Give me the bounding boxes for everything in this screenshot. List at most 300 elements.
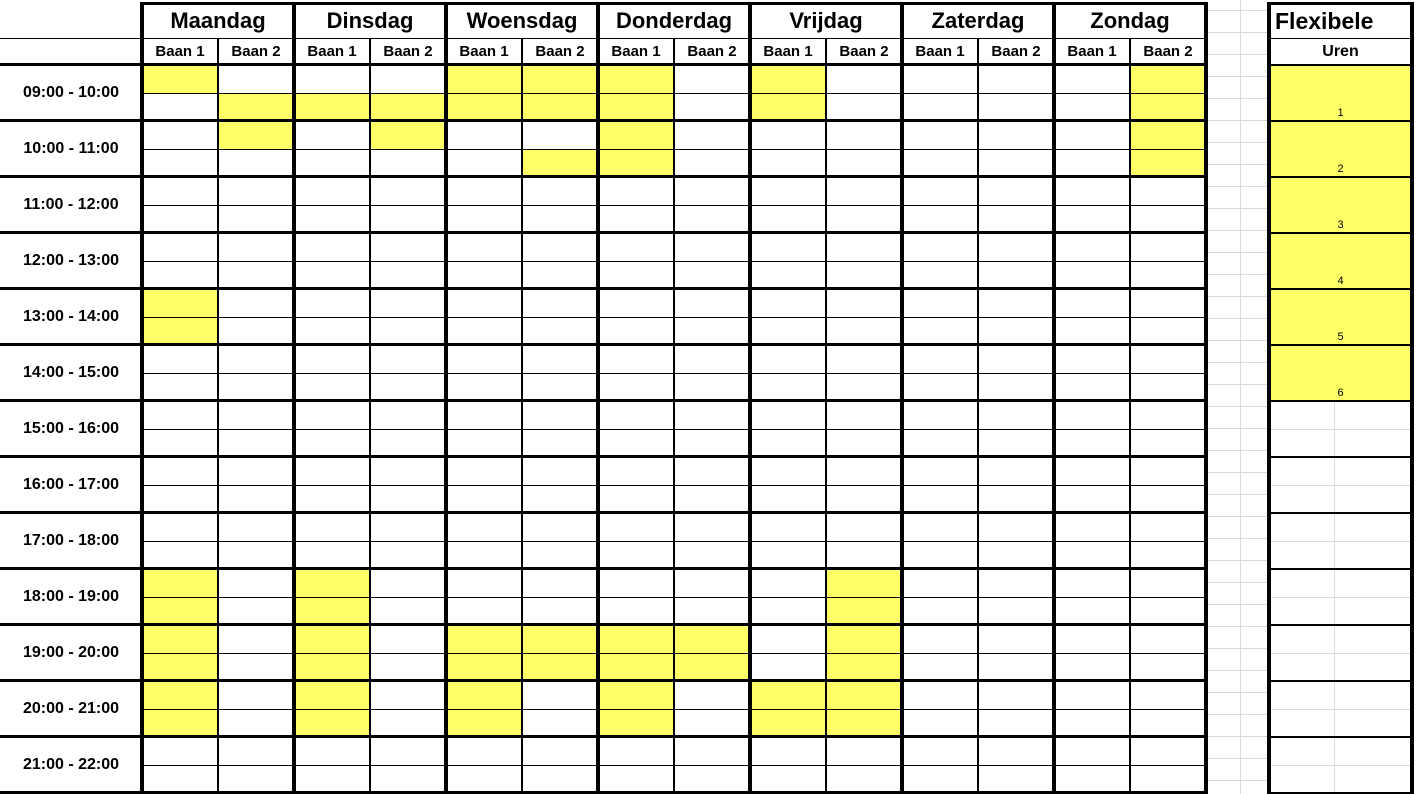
slot-cell[interactable] (978, 373, 1054, 401)
slot-cell[interactable] (978, 121, 1054, 149)
slot-cell[interactable] (1054, 681, 1130, 709)
slot-cell[interactable] (902, 149, 978, 177)
slot-cell[interactable] (218, 261, 294, 289)
slot-cell[interactable] (978, 401, 1054, 429)
slot-cell[interactable] (218, 121, 294, 149)
slot-cell[interactable] (826, 681, 902, 709)
slot-cell[interactable] (142, 289, 218, 317)
slot-cell[interactable] (1054, 709, 1130, 737)
slot-cell[interactable] (446, 149, 522, 177)
slot-cell[interactable] (978, 177, 1054, 205)
slot-cell[interactable] (750, 317, 826, 345)
slot-cell[interactable] (446, 93, 522, 121)
slot-cell[interactable] (1130, 597, 1206, 625)
slot-cell[interactable] (978, 65, 1054, 93)
flex-hour-cell[interactable]: 3 (1269, 177, 1412, 233)
slot-cell[interactable] (902, 317, 978, 345)
slot-cell[interactable] (750, 513, 826, 541)
slot-cell[interactable] (446, 765, 522, 793)
slot-cell[interactable] (370, 457, 446, 485)
slot-cell[interactable] (902, 177, 978, 205)
slot-cell[interactable] (370, 289, 446, 317)
slot-cell[interactable] (826, 737, 902, 765)
slot-cell[interactable] (902, 373, 978, 401)
slot-cell[interactable] (674, 429, 750, 457)
slot-cell[interactable] (218, 177, 294, 205)
slot-cell[interactable] (446, 513, 522, 541)
slot-cell[interactable] (1130, 625, 1206, 653)
slot-cell[interactable] (446, 709, 522, 737)
slot-cell[interactable] (978, 765, 1054, 793)
slot-cell[interactable] (598, 149, 674, 177)
slot-cell[interactable] (674, 401, 750, 429)
slot-cell[interactable] (1054, 93, 1130, 121)
slot-cell[interactable] (218, 233, 294, 261)
slot-cell[interactable] (446, 541, 522, 569)
slot-cell[interactable] (750, 149, 826, 177)
slot-cell[interactable] (674, 233, 750, 261)
slot-cell[interactable] (1130, 709, 1206, 737)
slot-cell[interactable] (218, 317, 294, 345)
slot-cell[interactable] (294, 625, 370, 653)
slot-cell[interactable] (1130, 205, 1206, 233)
flex-hour-cell[interactable]: 1 (1269, 65, 1412, 121)
slot-cell[interactable] (294, 541, 370, 569)
slot-cell[interactable] (370, 541, 446, 569)
slot-cell[interactable] (142, 345, 218, 373)
slot-cell[interactable] (978, 485, 1054, 513)
slot-cell[interactable] (1130, 541, 1206, 569)
slot-cell[interactable] (294, 569, 370, 597)
slot-cell[interactable] (1130, 681, 1206, 709)
slot-cell[interactable] (522, 289, 598, 317)
slot-cell[interactable] (142, 93, 218, 121)
slot-cell[interactable] (674, 569, 750, 597)
slot-cell[interactable] (674, 93, 750, 121)
slot-cell[interactable] (902, 569, 978, 597)
slot-cell[interactable] (750, 541, 826, 569)
slot-cell[interactable] (598, 485, 674, 513)
slot-cell[interactable] (446, 373, 522, 401)
slot-cell[interactable] (750, 93, 826, 121)
slot-cell[interactable] (674, 205, 750, 233)
slot-cell[interactable] (370, 93, 446, 121)
slot-cell[interactable] (902, 709, 978, 737)
slot-cell[interactable] (902, 625, 978, 653)
slot-cell[interactable] (902, 765, 978, 793)
slot-cell[interactable] (1130, 121, 1206, 149)
slot-cell[interactable] (978, 625, 1054, 653)
slot-cell[interactable] (218, 765, 294, 793)
slot-cell[interactable] (750, 765, 826, 793)
slot-cell[interactable] (826, 401, 902, 429)
slot-cell[interactable] (522, 569, 598, 597)
slot-cell[interactable] (142, 765, 218, 793)
slot-cell[interactable] (750, 569, 826, 597)
slot-cell[interactable] (598, 121, 674, 149)
slot-cell[interactable] (142, 233, 218, 261)
slot-cell[interactable] (522, 653, 598, 681)
slot-cell[interactable] (598, 233, 674, 261)
slot-cell[interactable] (522, 625, 598, 653)
slot-cell[interactable] (826, 317, 902, 345)
slot-cell[interactable] (522, 261, 598, 289)
slot-cell[interactable] (674, 457, 750, 485)
slot-cell[interactable] (446, 653, 522, 681)
slot-cell[interactable] (978, 541, 1054, 569)
slot-cell[interactable] (1130, 93, 1206, 121)
slot-cell[interactable] (902, 93, 978, 121)
slot-cell[interactable] (902, 401, 978, 429)
slot-cell[interactable] (1130, 177, 1206, 205)
slot-cell[interactable] (1054, 653, 1130, 681)
slot-cell[interactable] (522, 597, 598, 625)
slot-cell[interactable] (218, 625, 294, 653)
slot-cell[interactable] (370, 681, 446, 709)
slot-cell[interactable] (978, 709, 1054, 737)
slot-cell[interactable] (826, 233, 902, 261)
slot-cell[interactable] (142, 681, 218, 709)
slot-cell[interactable] (978, 737, 1054, 765)
slot-cell[interactable] (446, 429, 522, 457)
slot-cell[interactable] (142, 737, 218, 765)
slot-cell[interactable] (1130, 401, 1206, 429)
slot-cell[interactable] (1054, 373, 1130, 401)
slot-cell[interactable] (218, 149, 294, 177)
slot-cell[interactable] (750, 205, 826, 233)
slot-cell[interactable] (446, 681, 522, 709)
slot-cell[interactable] (674, 485, 750, 513)
slot-cell[interactable] (218, 569, 294, 597)
slot-cell[interactable] (294, 485, 370, 513)
slot-cell[interactable] (750, 65, 826, 93)
slot-cell[interactable] (522, 709, 598, 737)
slot-cell[interactable] (446, 597, 522, 625)
slot-cell[interactable] (522, 149, 598, 177)
slot-cell[interactable] (1054, 65, 1130, 93)
slot-cell[interactable] (142, 625, 218, 653)
slot-cell[interactable] (902, 653, 978, 681)
slot-cell[interactable] (826, 289, 902, 317)
slot-cell[interactable] (294, 121, 370, 149)
slot-cell[interactable] (370, 625, 446, 653)
slot-cell[interactable] (1054, 765, 1130, 793)
slot-cell[interactable] (218, 681, 294, 709)
slot-cell[interactable] (446, 625, 522, 653)
flex-hour-cell[interactable]: 2 (1269, 121, 1412, 177)
slot-cell[interactable] (1130, 429, 1206, 457)
slot-cell[interactable] (1130, 233, 1206, 261)
slot-cell[interactable] (446, 569, 522, 597)
slot-cell[interactable] (370, 65, 446, 93)
slot-cell[interactable] (142, 569, 218, 597)
slot-cell[interactable] (294, 261, 370, 289)
slot-cell[interactable] (902, 457, 978, 485)
slot-cell[interactable] (294, 513, 370, 541)
slot-cell[interactable] (750, 709, 826, 737)
slot-cell[interactable] (294, 233, 370, 261)
slot-cell[interactable] (294, 709, 370, 737)
slot-cell[interactable] (674, 317, 750, 345)
slot-cell[interactable] (294, 737, 370, 765)
slot-cell[interactable] (750, 597, 826, 625)
slot-cell[interactable] (750, 345, 826, 373)
slot-cell[interactable] (826, 597, 902, 625)
slot-cell[interactable] (598, 737, 674, 765)
slot-cell[interactable] (826, 765, 902, 793)
slot-cell[interactable] (750, 457, 826, 485)
slot-cell[interactable] (522, 233, 598, 261)
slot-cell[interactable] (826, 65, 902, 93)
slot-cell[interactable] (142, 597, 218, 625)
slot-cell[interactable] (674, 709, 750, 737)
slot-cell[interactable] (826, 541, 902, 569)
slot-cell[interactable] (1054, 149, 1130, 177)
slot-cell[interactable] (978, 653, 1054, 681)
slot-cell[interactable] (902, 737, 978, 765)
slot-cell[interactable] (142, 653, 218, 681)
slot-cell[interactable] (674, 513, 750, 541)
slot-cell[interactable] (598, 65, 674, 93)
slot-cell[interactable] (674, 541, 750, 569)
slot-cell[interactable] (218, 289, 294, 317)
slot-cell[interactable] (978, 149, 1054, 177)
slot-cell[interactable] (1054, 261, 1130, 289)
slot-cell[interactable] (598, 681, 674, 709)
slot-cell[interactable] (522, 429, 598, 457)
slot-cell[interactable] (598, 597, 674, 625)
slot-cell[interactable] (294, 65, 370, 93)
slot-cell[interactable] (370, 513, 446, 541)
slot-cell[interactable] (978, 205, 1054, 233)
slot-cell[interactable] (370, 121, 446, 149)
slot-cell[interactable] (522, 457, 598, 485)
slot-cell[interactable] (1054, 429, 1130, 457)
slot-cell[interactable] (370, 709, 446, 737)
slot-cell[interactable] (218, 65, 294, 93)
slot-cell[interactable] (902, 485, 978, 513)
slot-cell[interactable] (598, 289, 674, 317)
slot-cell[interactable] (370, 737, 446, 765)
slot-cell[interactable] (902, 541, 978, 569)
slot-cell[interactable] (370, 765, 446, 793)
slot-cell[interactable] (142, 709, 218, 737)
slot-cell[interactable] (750, 289, 826, 317)
slot-cell[interactable] (1054, 401, 1130, 429)
slot-cell[interactable] (1054, 457, 1130, 485)
slot-cell[interactable] (902, 205, 978, 233)
slot-cell[interactable] (598, 429, 674, 457)
slot-cell[interactable] (750, 429, 826, 457)
slot-cell[interactable] (294, 597, 370, 625)
slot-cell[interactable] (674, 261, 750, 289)
slot-cell[interactable] (978, 513, 1054, 541)
slot-cell[interactable] (142, 429, 218, 457)
slot-cell[interactable] (446, 177, 522, 205)
slot-cell[interactable] (1054, 121, 1130, 149)
slot-cell[interactable] (446, 65, 522, 93)
slot-cell[interactable] (142, 317, 218, 345)
slot-cell[interactable] (1130, 317, 1206, 345)
slot-cell[interactable] (598, 569, 674, 597)
slot-cell[interactable] (902, 597, 978, 625)
slot-cell[interactable] (674, 737, 750, 765)
slot-cell[interactable] (1054, 205, 1130, 233)
slot-cell[interactable] (142, 485, 218, 513)
slot-cell[interactable] (674, 653, 750, 681)
slot-cell[interactable] (294, 93, 370, 121)
slot-cell[interactable] (598, 765, 674, 793)
slot-cell[interactable] (1130, 485, 1206, 513)
flex-hour-cell[interactable]: 4 (1269, 233, 1412, 289)
slot-cell[interactable] (294, 289, 370, 317)
slot-cell[interactable] (446, 233, 522, 261)
slot-cell[interactable] (294, 401, 370, 429)
slot-cell[interactable] (826, 149, 902, 177)
slot-cell[interactable] (522, 485, 598, 513)
slot-cell[interactable] (522, 177, 598, 205)
slot-cell[interactable] (978, 597, 1054, 625)
slot-cell[interactable] (674, 681, 750, 709)
slot-cell[interactable] (1130, 373, 1206, 401)
slot-cell[interactable] (522, 317, 598, 345)
slot-cell[interactable] (598, 177, 674, 205)
slot-cell[interactable] (1054, 317, 1130, 345)
slot-cell[interactable] (1054, 345, 1130, 373)
slot-cell[interactable] (370, 401, 446, 429)
slot-cell[interactable] (370, 569, 446, 597)
slot-cell[interactable] (978, 457, 1054, 485)
slot-cell[interactable] (142, 513, 218, 541)
slot-cell[interactable] (218, 597, 294, 625)
slot-cell[interactable] (294, 429, 370, 457)
slot-cell[interactable] (674, 345, 750, 373)
slot-cell[interactable] (750, 261, 826, 289)
slot-cell[interactable] (826, 485, 902, 513)
slot-cell[interactable] (598, 205, 674, 233)
slot-cell[interactable] (218, 429, 294, 457)
slot-cell[interactable] (370, 261, 446, 289)
slot-cell[interactable] (446, 205, 522, 233)
slot-cell[interactable] (522, 737, 598, 765)
slot-cell[interactable] (826, 373, 902, 401)
slot-cell[interactable] (370, 149, 446, 177)
slot-cell[interactable] (1130, 457, 1206, 485)
slot-cell[interactable] (522, 65, 598, 93)
slot-cell[interactable] (750, 485, 826, 513)
slot-cell[interactable] (750, 737, 826, 765)
slot-cell[interactable] (446, 261, 522, 289)
slot-cell[interactable] (142, 457, 218, 485)
slot-cell[interactable] (218, 653, 294, 681)
slot-cell[interactable] (902, 345, 978, 373)
slot-cell[interactable] (826, 569, 902, 597)
slot-cell[interactable] (674, 373, 750, 401)
slot-cell[interactable] (522, 121, 598, 149)
slot-cell[interactable] (598, 541, 674, 569)
slot-cell[interactable] (218, 513, 294, 541)
slot-cell[interactable] (142, 401, 218, 429)
slot-cell[interactable] (294, 149, 370, 177)
slot-cell[interactable] (902, 429, 978, 457)
slot-cell[interactable] (826, 457, 902, 485)
slot-cell[interactable] (902, 289, 978, 317)
slot-cell[interactable] (598, 709, 674, 737)
slot-cell[interactable] (218, 709, 294, 737)
slot-cell[interactable] (826, 177, 902, 205)
slot-cell[interactable] (826, 625, 902, 653)
slot-cell[interactable] (978, 681, 1054, 709)
slot-cell[interactable] (142, 65, 218, 93)
slot-cell[interactable] (522, 205, 598, 233)
slot-cell[interactable] (446, 289, 522, 317)
slot-cell[interactable] (826, 429, 902, 457)
slot-cell[interactable] (750, 177, 826, 205)
slot-cell[interactable] (522, 765, 598, 793)
slot-cell[interactable] (294, 681, 370, 709)
slot-cell[interactable] (522, 541, 598, 569)
slot-cell[interactable] (1054, 569, 1130, 597)
slot-cell[interactable] (218, 345, 294, 373)
slot-cell[interactable] (294, 373, 370, 401)
slot-cell[interactable] (370, 485, 446, 513)
slot-cell[interactable] (674, 65, 750, 93)
slot-cell[interactable] (1130, 65, 1206, 93)
slot-cell[interactable] (598, 317, 674, 345)
slot-cell[interactable] (826, 93, 902, 121)
slot-cell[interactable] (446, 345, 522, 373)
slot-cell[interactable] (826, 709, 902, 737)
slot-cell[interactable] (978, 569, 1054, 597)
slot-cell[interactable] (218, 401, 294, 429)
flex-hour-cell[interactable]: 6 (1269, 345, 1412, 401)
slot-cell[interactable] (218, 93, 294, 121)
slot-cell[interactable] (902, 513, 978, 541)
slot-cell[interactable] (1130, 765, 1206, 793)
slot-cell[interactable] (522, 513, 598, 541)
slot-cell[interactable] (598, 261, 674, 289)
slot-cell[interactable] (522, 401, 598, 429)
slot-cell[interactable] (142, 177, 218, 205)
slot-cell[interactable] (598, 93, 674, 121)
slot-cell[interactable] (750, 233, 826, 261)
slot-cell[interactable] (446, 457, 522, 485)
slot-cell[interactable] (522, 681, 598, 709)
flex-hour-cell[interactable]: 5 (1269, 289, 1412, 345)
slot-cell[interactable] (674, 765, 750, 793)
slot-cell[interactable] (826, 653, 902, 681)
slot-cell[interactable] (826, 121, 902, 149)
slot-cell[interactable] (218, 541, 294, 569)
slot-cell[interactable] (750, 625, 826, 653)
slot-cell[interactable] (370, 317, 446, 345)
slot-cell[interactable] (598, 513, 674, 541)
slot-cell[interactable] (674, 597, 750, 625)
slot-cell[interactable] (1130, 149, 1206, 177)
slot-cell[interactable] (522, 345, 598, 373)
slot-cell[interactable] (674, 121, 750, 149)
slot-cell[interactable] (902, 233, 978, 261)
slot-cell[interactable] (218, 737, 294, 765)
slot-cell[interactable] (1130, 289, 1206, 317)
slot-cell[interactable] (826, 261, 902, 289)
slot-cell[interactable] (1054, 597, 1130, 625)
slot-cell[interactable] (978, 345, 1054, 373)
slot-cell[interactable] (598, 373, 674, 401)
slot-cell[interactable] (750, 373, 826, 401)
slot-cell[interactable] (446, 485, 522, 513)
slot-cell[interactable] (826, 345, 902, 373)
